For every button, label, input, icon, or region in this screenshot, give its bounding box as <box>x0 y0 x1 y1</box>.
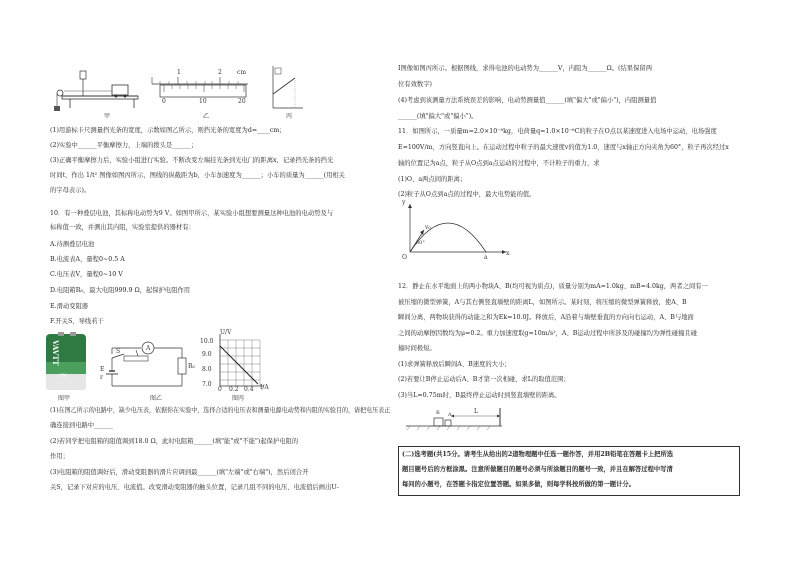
left-line-2: (2)实验中______平衡摩擦力，上端的拨头是______； <box>50 142 198 149</box>
ui-xtick-04: 0.4 <box>244 386 254 393</box>
box-line-3: 每问的小题号，在答题卡指定位置答题。如果多做，则每学科按所做的第一题计分。 <box>402 481 635 488</box>
left-line-10: C.电压表V，量程0~10 V <box>50 271 123 278</box>
ui-ytick-8: 8.0 <box>202 366 212 373</box>
label-jia: 甲 <box>104 113 111 120</box>
traj-x: x <box>506 250 510 257</box>
ui-ytick-9: 9.0 <box>202 351 212 358</box>
left-line-5: 的字母表示)。 <box>50 187 91 194</box>
left-line-18: (3)电阻箱的阻值调好后，滑动变阻器的滑片应调到最______(填"左端"或"右端")，然后闭合开 <box>50 469 309 476</box>
right-line-12: 瞬间分离，两物块获得的动能之和为Ek=10.0J。释放后，A沿着与墙壁垂直的方向向右运动，A、B与地面 <box>398 314 694 321</box>
ui-ylabel: U/V <box>220 329 232 336</box>
left-line-7: 标称值一致，并测出其内阻，实验室提供的器材有： <box>50 224 195 231</box>
figure-yi-vernier <box>150 72 250 112</box>
right-line-6: E=100V/m，方向竖直向上。在运动过程中粒子的最大速度v的值为1.0，速度与x轴正方向夹角为60°，粒子再次经过x <box>398 144 729 151</box>
right-line-8: (1)O、a两点间的距离； <box>398 176 467 183</box>
block-b: B <box>436 410 440 416</box>
battery-voltage: 9V <box>60 373 67 379</box>
figure-jia-apparatus <box>50 63 145 113</box>
left-line-1: (1)用游标卡尺测量挡光条的宽度，示数如图乙所示，则挡光条的宽度为d=____cm； <box>50 127 286 134</box>
left-line-17: 作用； <box>50 453 69 460</box>
ruler-bottom-10: 10 <box>199 98 207 105</box>
left-line-15: 确连接到电路中______ <box>50 422 113 429</box>
left-line-14: (1)在图乙所示的电路中，缺少电压表，依据你在实验中，选择合适的电压表和测量电源电动势和内阻的实验目的，请把电压表正 <box>50 407 391 414</box>
right-line-16: (2)若要让B停止运动后A、B才第一次相碰，求L的取值范围； <box>398 376 570 383</box>
label-tu-yi: 图乙 <box>150 395 163 402</box>
left-line-9: B.电流表A，量程0~0.5 A <box>50 256 125 263</box>
circuit-switch-s: S <box>116 348 121 355</box>
distance-l: L <box>474 408 478 415</box>
right-line-5: 11．如图所示，一质量m=2.0×10⁻⁸kg，电荷量q=1.0×10⁻⁶C的粒子在O点以某速度进入电场中运动，电场强度 <box>398 128 717 135</box>
circuit-emf-e: E <box>100 366 105 373</box>
traj-origin: O <box>402 254 407 261</box>
ui-xtick-02: 0.2 <box>229 386 239 393</box>
figure-trajectory <box>400 200 510 262</box>
traj-y: y <box>402 199 406 206</box>
circuit-r: r <box>100 374 103 381</box>
left-line-16: (2)若同学把电阻箱的阻值调到18.0 Ω，此时电阻箱______(填"能"或"不能")起保护电阻的 <box>50 438 299 445</box>
traj-angle: 60° <box>416 240 425 246</box>
right-line-1: I图像如图丙所示。根据图线，求得电池的电动势为______V，内阻为______Ω。(结果保留两 <box>398 65 652 72</box>
ui-ytick-10: 10.0 <box>200 338 214 345</box>
right-line-4: ______(填"偏大"或"偏小")。 <box>398 113 478 120</box>
battery-brand: VAVTT <box>51 340 60 366</box>
traj-v0: v₀ <box>425 224 431 231</box>
ruler-bottom-20: 20 <box>238 98 246 105</box>
left-line-4: 时间t，作出 1/t² 图像如图丙所示，图线的纵截距为b，小车加速度为______；小车的质量为______(用相关 <box>50 172 345 179</box>
ui-ytick-7: 7.0 <box>202 381 212 388</box>
left-line-3: (3)正确平衡摩擦力后，实验小组进行实验。不断改变左端挂光条到光电门的距离x，记录挡光条的挡光 <box>50 157 334 164</box>
left-line-19: 关S，记录下对应的电压、电流值。改变滑动变阻器的触头位置，记录几组不同的电压、电流值后画出U- <box>50 484 339 491</box>
figure-ui-graph <box>214 332 266 394</box>
figure-blocks-wall <box>400 404 510 432</box>
right-line-13: 之间的动摩擦因数均为μ=0.2。重力加速度取g=10m/s²，A、B运动过程中所涉及的碰撞均为弹性碰撞且碰 <box>398 330 698 337</box>
left-line-11: D.电阻箱R₀，最大电阻999.9 Ω，起保护电阻作用 <box>50 287 191 294</box>
left-line-6: 10．有一种叠层电池，其标称电动势为9 V。如图甲所示，某实验小组想要测量这种电池的电动势及与 <box>50 210 334 217</box>
right-line-17: (3)当L=0.75m时，B最终停止运动时到竖直墙壁的距离。 <box>398 392 561 399</box>
right-line-11: 被压缩的微型弹簧，A与其右侧竖直墙壁的距离L，如图所示。某时刻，将压缩的微型弹簧释放，使A、B <box>398 299 687 306</box>
box-line-1: (二)选考题(共15分。请考生从给出的2道物理题中任选一题作答，并用2B铅笔在答题卡上把所选 <box>402 451 674 458</box>
traj-a: a <box>484 254 488 261</box>
label-tu-jia: 图甲 <box>58 395 71 402</box>
label-bing: 丙 <box>286 113 293 120</box>
left-line-12: E.滑动变阻器 <box>50 303 89 310</box>
right-line-7: 轴的位置记为a点，粒子从O点到a点运动的过程中，不计粒子的重力，求 <box>398 160 600 167</box>
figure-bing-graph <box>265 64 305 112</box>
right-line-2: 位有效数字) <box>398 81 432 88</box>
ui-xlabel: I/A <box>260 384 269 391</box>
box-line-2: 题目题号后的方框涂黑。注意所做题目的题号必须与所涂题目的题号一致，并且在解答过程中写清 <box>402 466 673 473</box>
circuit-meter-a: A <box>146 345 151 352</box>
ruler-top-2: 2 <box>218 69 222 76</box>
left-line-8: A.待测叠层电池 <box>50 241 95 248</box>
label-tu-bing: 图丙 <box>232 395 245 402</box>
ruler-bottom-0: 0 <box>162 98 166 105</box>
right-line-3: (4)考虑到该测量方法系统误差的影响，电动势测量值______(填"偏大"或"偏小")，内阻测量值 <box>398 97 657 104</box>
right-line-10: 12．静止在水平地面上的两小物块A、B(均可视为质点)，质量分别为mA=1.0kg、mB=4.0kg，两者之间有一 <box>398 283 708 290</box>
right-line-15: (1)求弹簧释放后瞬间A、B速度的大小； <box>398 361 511 368</box>
block-a: A <box>448 412 452 418</box>
left-line-13: F.开关S、导线若干 <box>50 318 104 325</box>
label-yi: 乙 <box>203 113 210 120</box>
right-line-14: 撞时间极短。 <box>398 345 436 352</box>
right-line-9: (2)粒子从O点到a点的过程中，最大电势能的值。 <box>398 191 536 198</box>
ui-xtick-0: 0 <box>218 386 222 393</box>
ruler-unit: cm <box>237 69 247 76</box>
ruler-top-1: 1 <box>177 69 181 76</box>
circuit-r0: R₀ <box>188 363 195 370</box>
